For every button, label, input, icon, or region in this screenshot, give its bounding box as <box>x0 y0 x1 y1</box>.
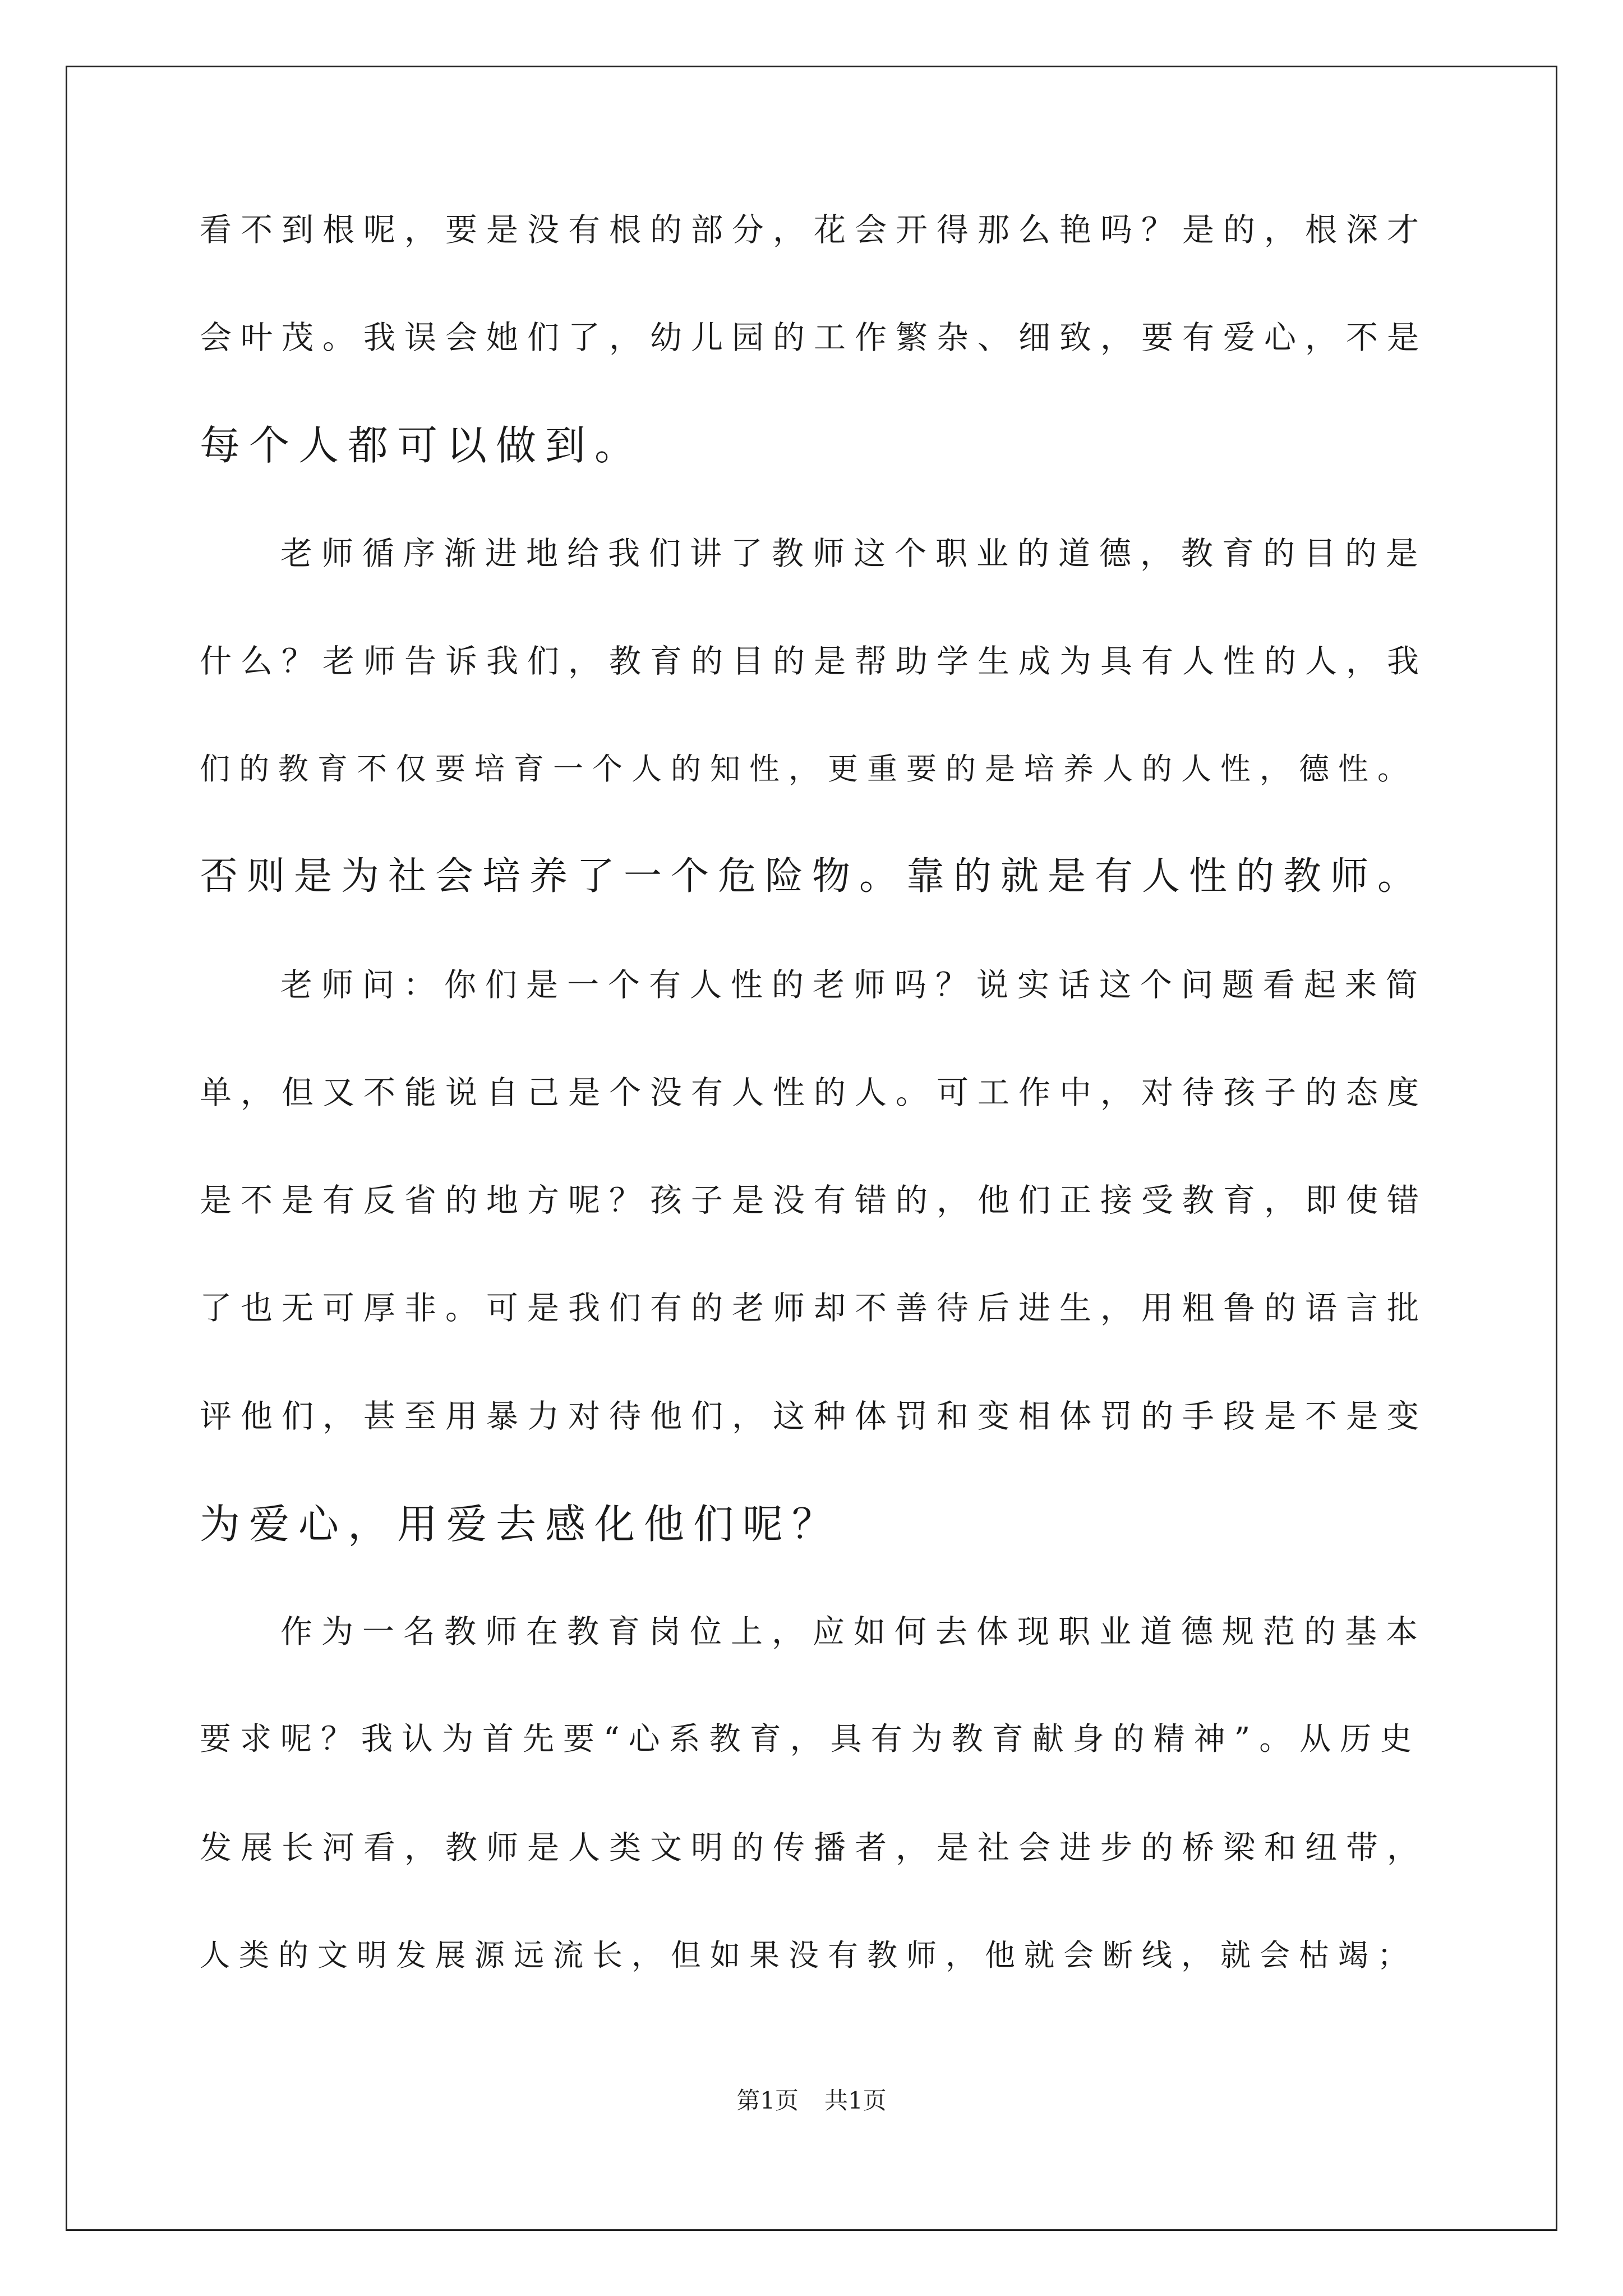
text-line-13: 为爱心，用爱去感化他们呢？ <box>200 1501 842 1548</box>
text-line-8: 老师问：你们是一个有人性的老师吗？说实话这个问题看起来简 <box>280 967 1427 1004</box>
text-line-17: 人类的文明发展源远流长，但如果没有教师，他就会断线，就会枯竭； <box>200 1938 1417 1973</box>
page-number: 第1页 <box>736 2087 799 2114</box>
text-line-9: 单，但又不能说自己是个没有人性的人。可工作中，对待孩子的态度 <box>200 1074 1428 1111</box>
page-frame <box>66 66 1557 2231</box>
text-line-15: 要求呢？我认为首先要“心系教育，具有为教育献身的精神”。从历史 <box>200 1721 1421 1757</box>
text-line-1: 看不到根呢，要是没有根的部分，花会开得那么艳吗？是的，根深才 <box>200 211 1428 249</box>
text-line-6: 们的教育不仅要培育一个人的知性，更重要的是培养人的人性，德性。 <box>200 751 1417 786</box>
text-line-2: 会叶茂。我误会她们了，幼儿园的工作繁杂、细致，要有爱心，不是 <box>200 319 1428 356</box>
text-line-7: 否则是为社会培养了一个危险物。靠的就是有人性的教师。 <box>200 854 1425 899</box>
text-line-3: 每个人都可以做到。 <box>200 422 644 469</box>
text-line-12: 评他们，甚至用暴力对待他们，这种体罚和变相体罚的手段是不是变 <box>200 1398 1428 1435</box>
text-line-14: 作为一名教师在教育岗位上，应如何去体现职业道德规范的基本 <box>280 1613 1427 1650</box>
text-line-5: 什么？老师告诉我们，教育的目的是帮助学生成为具有人性的人，我 <box>200 643 1428 680</box>
text-line-10: 是不是有反省的地方呢？孩子是没有错的，他们正接受教育，即使错 <box>200 1182 1428 1219</box>
text-line-4: 老师循序渐进地给我们讲了教师这个职业的道德，教育的目的是 <box>280 535 1427 572</box>
page-total: 共1页 <box>824 2087 887 2114</box>
page-footer <box>0 2084 1623 2118</box>
text-line-16: 发展长河看，教师是人类文明的传播者，是社会进步的桥梁和纽带， <box>200 1829 1428 1866</box>
text-line-11: 了也无可厚非。可是我们有的老师却不善待后进生，用粗鲁的语言批 <box>200 1290 1428 1327</box>
